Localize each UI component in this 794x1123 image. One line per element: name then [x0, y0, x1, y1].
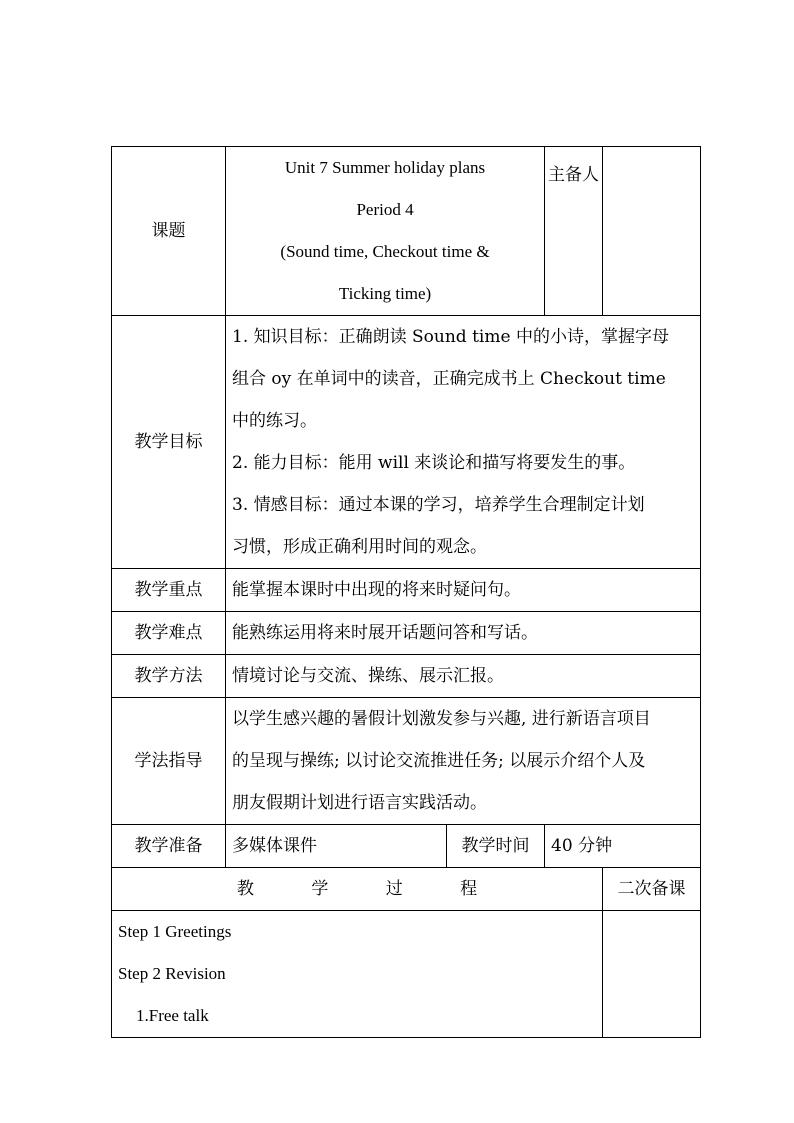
objective-line: 1. 知识目标：正确朗读 Sound time 中的小诗，掌握字母 — [232, 327, 669, 347]
preparer-label: 主备人 — [545, 147, 603, 316]
lesson-plan-table — [111, 146, 701, 1038]
lesson-title — [226, 147, 545, 316]
guidance-line: 朋友假期计划进行语言实践活动。 — [232, 793, 487, 813]
objectives-content — [226, 316, 701, 569]
process-heading-char: 教 — [236, 879, 254, 899]
guidance-row — [112, 698, 701, 825]
method-row — [112, 655, 701, 698]
process-heading — [112, 868, 603, 911]
guidance-line: 以学生感兴趣的暑假计划激发参与兴趣, 进行新语言项目 — [232, 709, 651, 729]
second-prep-value — [603, 911, 701, 1038]
difficulty-value: 能熟练运用将来时展开话题问答和写话。 — [226, 612, 701, 655]
steps-row — [112, 911, 701, 1038]
guidance-content — [226, 698, 701, 825]
title-line: Period 4 — [356, 200, 414, 219]
title-line: Ticking time) — [338, 284, 432, 303]
topic-label: 课题 — [112, 147, 226, 316]
process-heading-char: 学 — [311, 879, 329, 899]
process-heading-char: 程 — [460, 879, 478, 899]
method-value: 情境讨论与交流、操练、展示汇报。 — [226, 655, 701, 698]
teaching-time-value: 40 分钟 — [545, 825, 701, 868]
step-line: Step 2 Revision — [118, 964, 226, 983]
objective-line: 习惯，形成正确利用时间的观念。 — [232, 537, 487, 557]
objective-line: 中的练习。 — [232, 411, 317, 431]
process-heading-char: 过 — [385, 879, 403, 899]
title-line: Unit 7 Summer holiday plans — [284, 158, 486, 177]
key-points-row — [112, 569, 701, 612]
objective-line: 组合 oy 在单词中的读音，正确完成书上 Checkout time — [232, 369, 666, 389]
step-line: Step 1 Greetings — [118, 922, 232, 941]
step-line: 1.Free talk — [136, 1006, 209, 1025]
key-points-value: 能掌握本课时中出现的将来时疑问句。 — [226, 569, 701, 612]
second-prep-label: 二次备课 — [603, 868, 701, 911]
difficulty-row — [112, 612, 701, 655]
difficulty-label: 教学难点 — [112, 612, 226, 655]
objectives-label: 教学目标 — [112, 316, 226, 569]
preparation-label: 教学准备 — [112, 825, 226, 868]
key-points-label: 教学重点 — [112, 569, 226, 612]
objectives-row — [112, 316, 701, 569]
preparer-value — [603, 147, 701, 316]
preparation-row — [112, 825, 701, 868]
steps-content — [112, 911, 603, 1038]
objective-line: 3. 情感目标：通过本课的学习，培养学生合理制定计划 — [232, 495, 645, 515]
title-row — [112, 147, 701, 316]
title-line: (Sound time, Checkout time & — [280, 242, 490, 261]
teaching-time-label: 教学时间 — [447, 825, 545, 868]
process-header-row — [112, 868, 701, 911]
method-label: 教学方法 — [112, 655, 226, 698]
guidance-label: 学法指导 — [112, 698, 226, 825]
guidance-line: 的呈现与操练; 以讨论交流推进任务; 以展示介绍个人及 — [232, 751, 646, 771]
objective-line: 2. 能力目标：能用 will 来谈论和描写将要发生的事。 — [232, 453, 636, 473]
preparation-value: 多媒体课件 — [226, 825, 447, 868]
